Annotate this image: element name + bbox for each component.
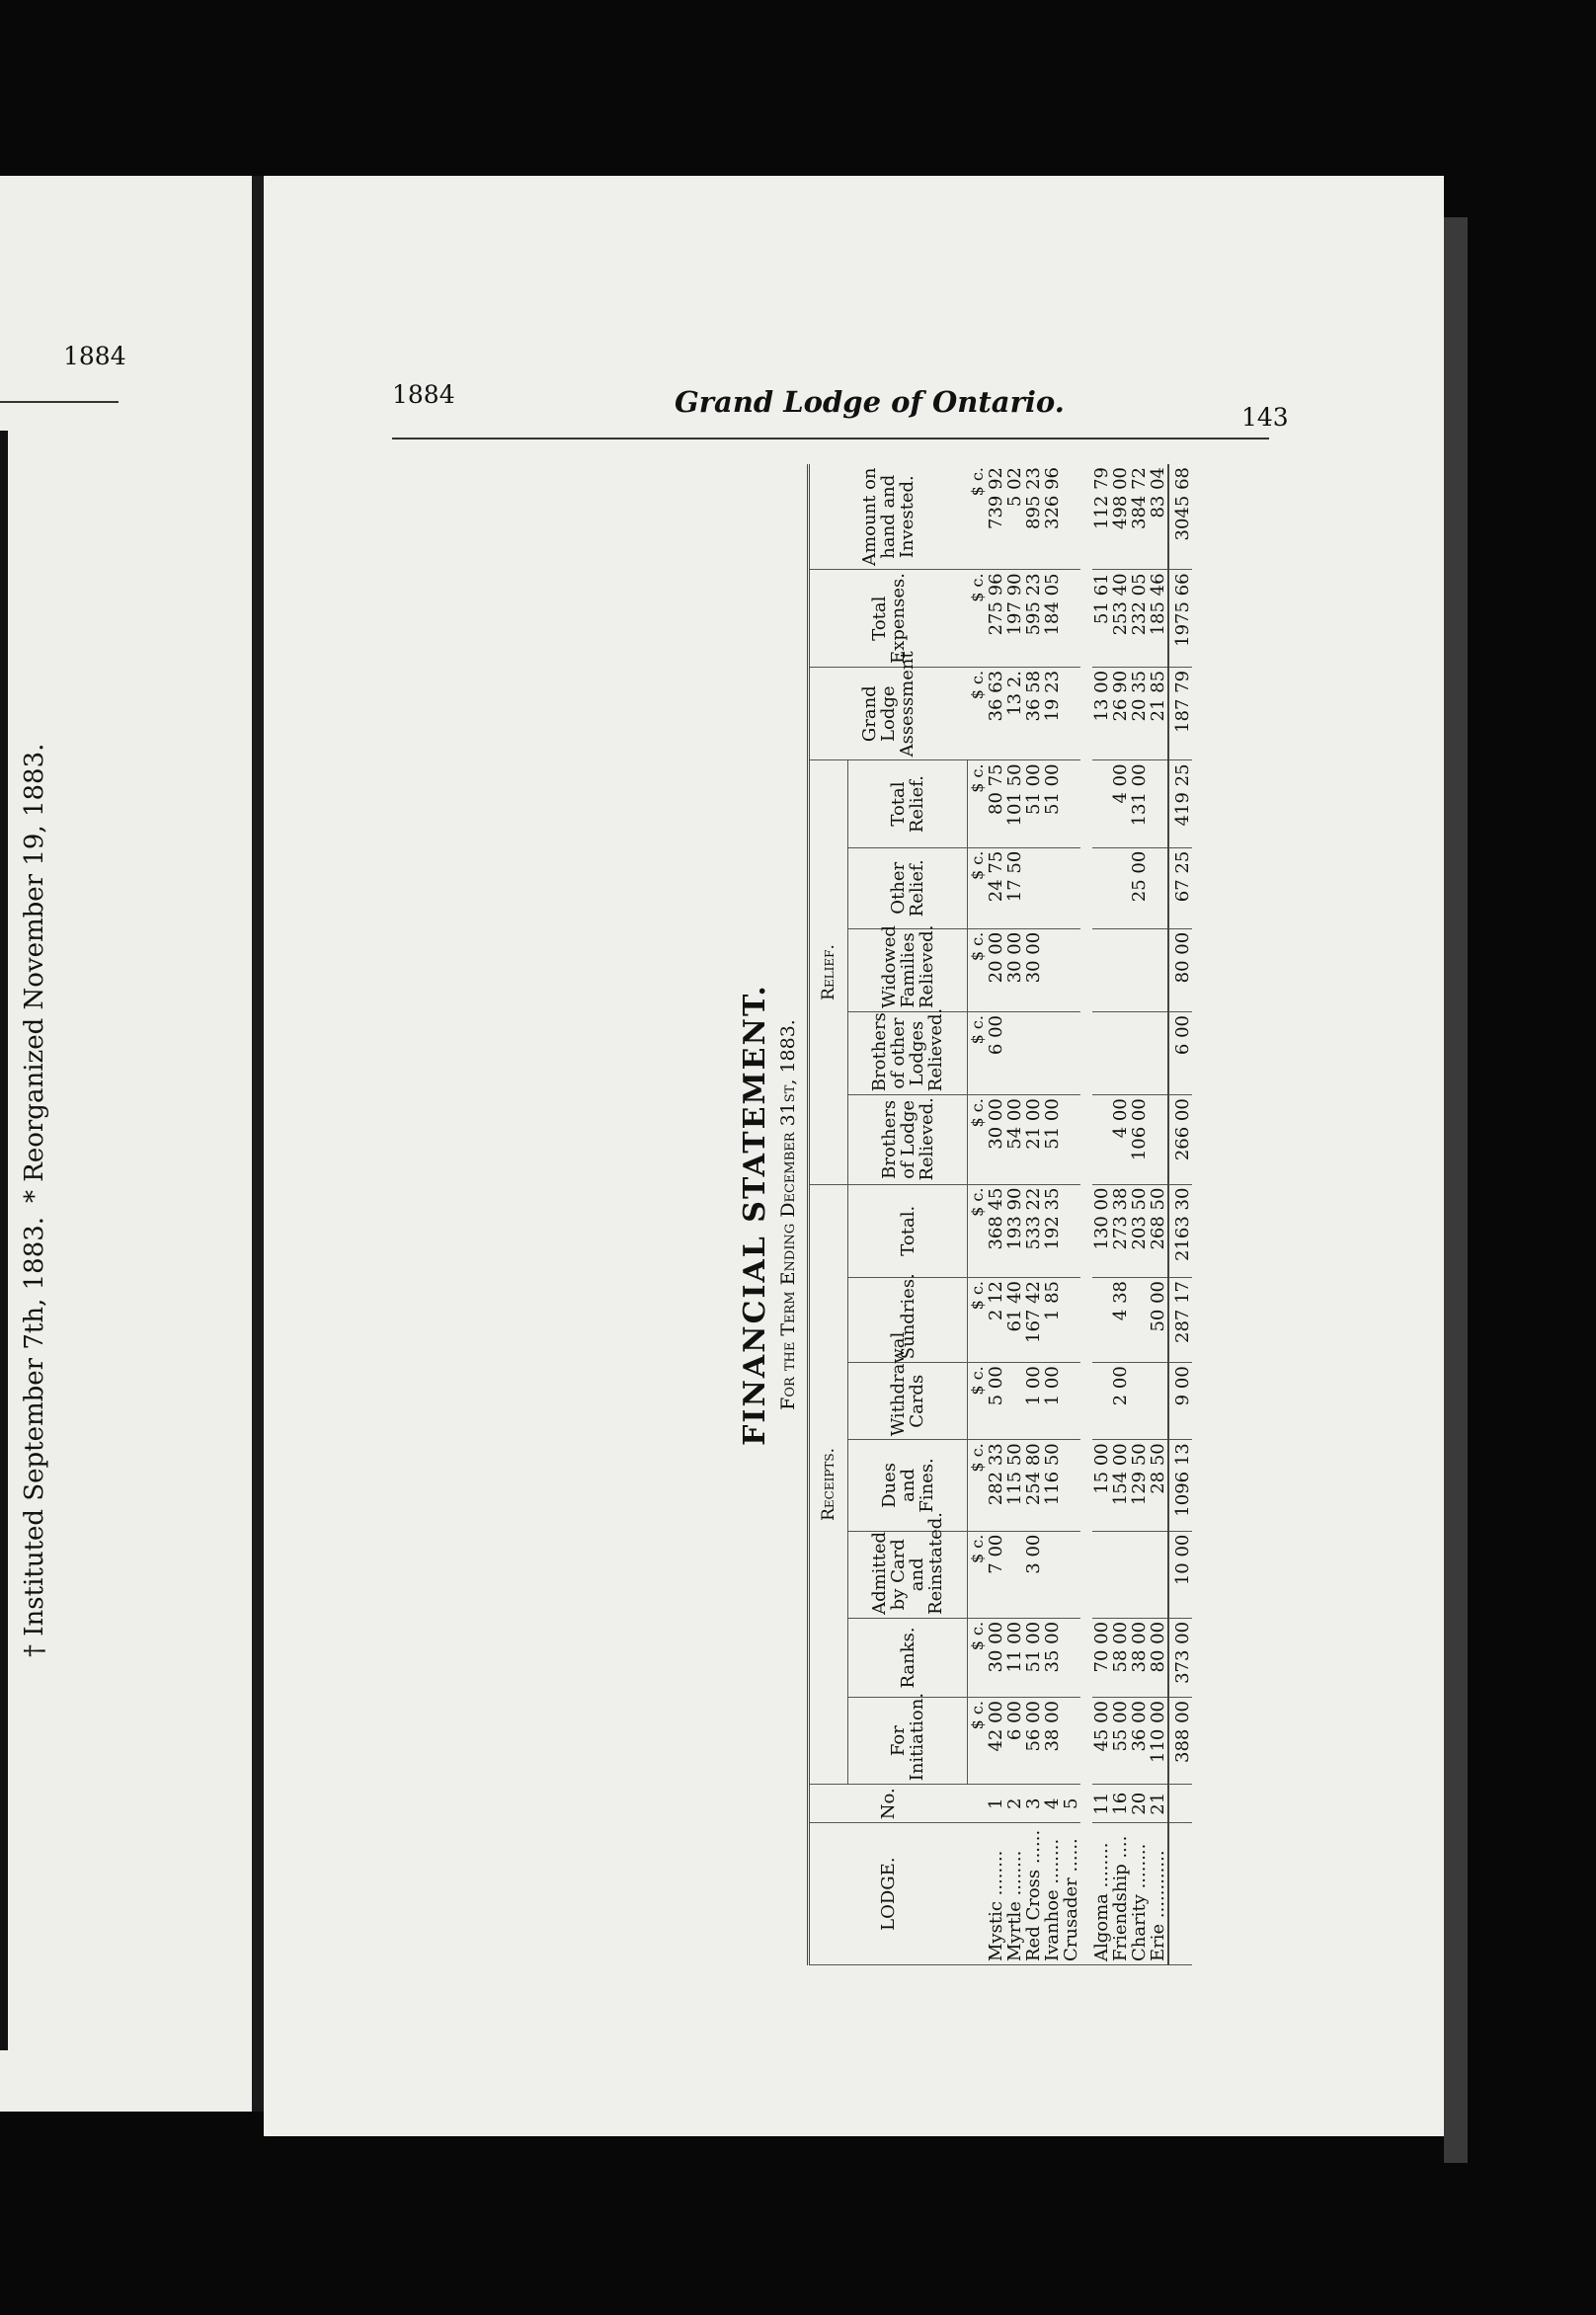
cell-total: 192 35 xyxy=(1043,1184,1062,1277)
cell-bro-lodge: 21 00 xyxy=(1024,1095,1043,1184)
footnote-reorganized: * Reorganized November 19, 1883. xyxy=(20,743,49,1203)
header-ranks: Ranks. xyxy=(848,1618,968,1697)
cell-total: 130 00 xyxy=(1092,1184,1111,1277)
cell-widowed xyxy=(1062,928,1080,1011)
cell-bro-lodge: 4 00 xyxy=(1111,1095,1130,1184)
running-head-title: Grand Lodge of Ontario. xyxy=(675,385,1065,419)
cell-sundries xyxy=(1130,1278,1149,1363)
header-total: Total. xyxy=(848,1184,968,1277)
cell-total: 203 50 xyxy=(1130,1184,1149,1277)
cell-bro-lodge xyxy=(1062,1095,1080,1184)
table-row xyxy=(1149,464,1168,1965)
unit-dollar: $ xyxy=(968,1640,987,1651)
table-row xyxy=(987,464,1005,1965)
header-withdrawal: Withdrawal Cards xyxy=(848,1363,968,1440)
total-withdrawal: 9 00 xyxy=(1168,1363,1192,1440)
header-dues: Dues and Fines. xyxy=(848,1440,968,1531)
cell-initiation: 42 00 xyxy=(987,1698,1005,1785)
cell-total-expenses: 253 40 xyxy=(1111,570,1130,668)
unit-cents: c. xyxy=(968,850,987,865)
cell-total-relief: 101 50 xyxy=(1005,760,1024,847)
cell-bro-lodge xyxy=(1149,1095,1168,1184)
unit-cents: c. xyxy=(968,1701,987,1716)
total-ranks: 373 00 xyxy=(1168,1618,1192,1697)
cell-total-relief: 80 75 xyxy=(987,760,1005,847)
cell-dues: 15 00 xyxy=(1092,1440,1111,1531)
cell-bro-lodge: 30 00 xyxy=(987,1095,1005,1184)
cell-withdrawal: 5 00 xyxy=(987,1363,1005,1440)
header-widowed: Widowed Families Relieved. xyxy=(848,928,968,1011)
unit-dollar: $ xyxy=(967,592,987,602)
cell-admitted xyxy=(1062,1531,1080,1618)
unit-cents: c. xyxy=(967,573,987,588)
cell-admitted xyxy=(1130,1531,1149,1618)
cell-no: 11 xyxy=(1092,1785,1111,1823)
unit-dollar: $ xyxy=(968,1300,987,1311)
header-brothers-lodge: Brothers of Lodge Relieved. xyxy=(848,1095,968,1184)
cell-no: 4 xyxy=(1043,1785,1062,1823)
totals-no-cell xyxy=(1168,1785,1192,1823)
units-cell xyxy=(968,847,988,928)
unit-dollar: $ xyxy=(968,1553,987,1563)
units-cell xyxy=(968,1095,988,1184)
unit-dollar: $ xyxy=(968,1719,987,1730)
cell-bro-other: 6 00 xyxy=(987,1012,1005,1095)
cell-sundries: 1 85 xyxy=(1043,1278,1062,1363)
cell-bro-other xyxy=(1043,1012,1062,1095)
cell-assessment: 20 35 xyxy=(1130,667,1149,759)
units-cell xyxy=(968,570,988,668)
cell-admitted xyxy=(1092,1531,1111,1618)
units-cell xyxy=(968,1184,988,1277)
cell-widowed xyxy=(1149,928,1168,1011)
header-amount-on-hand: Amount on hand and Invested. xyxy=(809,464,968,570)
cell-lodge: Crusader ...... xyxy=(1062,1823,1080,1965)
cell-bro-lodge: 106 00 xyxy=(1130,1095,1149,1184)
cell-initiation: 55 00 xyxy=(1111,1698,1130,1785)
total-other-relief: 67 25 xyxy=(1168,847,1192,928)
unit-cents: c. xyxy=(967,467,987,482)
financial-table xyxy=(807,464,1192,1965)
cell-total xyxy=(1062,1184,1080,1277)
cell-initiation: 56 00 xyxy=(1024,1698,1043,1785)
units-cell xyxy=(968,1618,988,1697)
cell-on-hand: 895 23 xyxy=(1024,464,1043,570)
cell-total-expenses: 197 90 xyxy=(1005,570,1024,668)
cell-ranks: 38 00 xyxy=(1130,1618,1149,1697)
cell-assessment: 36 63 xyxy=(987,667,1005,759)
header-group-receipts: Receipts. xyxy=(809,1184,848,1785)
unit-dollar: $ xyxy=(968,1206,987,1217)
cell-on-hand: 5 02 xyxy=(1005,464,1024,570)
cell-on-hand: 739 92 xyxy=(987,464,1005,570)
unit-dollar: $ xyxy=(968,1385,987,1396)
cell-no: 21 xyxy=(1149,1785,1168,1823)
cell-total-relief xyxy=(1149,760,1168,847)
table-row xyxy=(1005,464,1024,1965)
cell-bro-other xyxy=(1092,1012,1111,1095)
cell-assessment: 13 00 xyxy=(1092,667,1111,759)
cell-ranks: 80 00 xyxy=(1149,1618,1168,1697)
cell-on-hand: 326 96 xyxy=(1043,464,1062,570)
cell-total-expenses: 595 23 xyxy=(1024,570,1043,668)
cell-widowed xyxy=(1043,928,1062,1011)
total-on-hand: 3045 68 xyxy=(1168,464,1192,570)
unit-dollar: $ xyxy=(968,869,987,881)
cell-on-hand: 83 04 xyxy=(1149,464,1168,570)
cell-withdrawal xyxy=(1062,1363,1080,1440)
cell-assessment: 13 2. xyxy=(1005,667,1024,759)
unit-cents: c. xyxy=(968,1366,987,1381)
page-number: 143 xyxy=(1241,403,1289,432)
cell-withdrawal: 1 00 xyxy=(1024,1363,1043,1440)
cell-on-hand: 498 00 xyxy=(1111,464,1130,570)
units-cell xyxy=(968,1785,988,1823)
cell-bro-other xyxy=(1005,1012,1024,1095)
cell-assessment: 19 23 xyxy=(1043,667,1062,759)
cell-total-relief xyxy=(1062,760,1080,847)
header-no: No. xyxy=(809,1785,968,1823)
cell-on-hand xyxy=(1062,464,1080,570)
units-cell xyxy=(968,1278,988,1363)
cell-sundries xyxy=(1092,1278,1111,1363)
cell-withdrawal xyxy=(1092,1363,1111,1440)
cell-total-expenses: 232 05 xyxy=(1130,570,1149,668)
cell-assessment: 21 85 xyxy=(1149,667,1168,759)
cell-on-hand: 384 72 xyxy=(1130,464,1149,570)
header-initiation: For Initiation. xyxy=(848,1698,968,1785)
cell-admitted: 3 00 xyxy=(1024,1531,1043,1618)
units-cell xyxy=(968,1012,988,1095)
cell-bro-other xyxy=(1149,1012,1168,1095)
cell-on-hand: 112 79 xyxy=(1092,464,1111,570)
cell-ranks xyxy=(1062,1618,1080,1697)
cell-bro-other xyxy=(1024,1012,1043,1095)
cell-admitted xyxy=(1111,1531,1130,1618)
cell-initiation: 38 00 xyxy=(1043,1698,1062,1785)
cell-initiation xyxy=(1062,1698,1080,1785)
cell-widowed xyxy=(1111,928,1130,1011)
page-edge-shadow xyxy=(1444,217,1468,2163)
cell-initiation: 6 00 xyxy=(1005,1698,1024,1785)
cell-admitted xyxy=(1043,1531,1062,1618)
cell-lodge: Red Cross ...... xyxy=(1024,1823,1043,1965)
table-row xyxy=(1024,464,1043,1965)
statement-title: FINANCIAL STATEMENT. xyxy=(738,984,772,1446)
cell-widowed xyxy=(1130,928,1149,1011)
financial-table-body xyxy=(968,464,1169,1965)
left-page-year: 1884 xyxy=(63,342,126,370)
cell-no: 3 xyxy=(1024,1785,1043,1823)
cell-no: 20 xyxy=(1130,1785,1149,1823)
cell-ranks: 35 00 xyxy=(1043,1618,1062,1697)
cell-sundries xyxy=(1062,1278,1080,1363)
cell-total-relief: 51 00 xyxy=(1043,760,1062,847)
totals-label-cell xyxy=(1168,1823,1192,1965)
units-cell xyxy=(968,1698,988,1785)
cell-other-relief xyxy=(1111,847,1130,928)
total-assessment: 187 79 xyxy=(1168,667,1192,759)
units-cell xyxy=(968,1823,988,1965)
table-row xyxy=(1062,464,1080,1965)
header-admitted: Admitted by Card and Reinstated. xyxy=(848,1531,968,1618)
cell-admitted: 7 00 xyxy=(987,1531,1005,1618)
total-widowed: 80 00 xyxy=(1168,928,1192,1011)
table-row xyxy=(1043,464,1062,1965)
units-cell xyxy=(968,464,988,570)
cell-bro-other xyxy=(1062,1012,1080,1095)
cell-ranks: 58 00 xyxy=(1111,1618,1130,1697)
total-bro-other: 6 00 xyxy=(1168,1012,1192,1095)
cell-dues: 28 50 xyxy=(1149,1440,1168,1531)
units-cell xyxy=(968,1531,988,1618)
unit-dollar: $ xyxy=(968,1462,987,1473)
cell-no: 16 xyxy=(1111,1785,1130,1823)
cell-total: 368 45 xyxy=(987,1184,1005,1277)
footnote-instituted: † Instituted September 7th, 1883. xyxy=(20,1216,49,1657)
cell-bro-lodge: 51 00 xyxy=(1043,1095,1062,1184)
left-page-edge xyxy=(0,431,8,2050)
cell-bro-other xyxy=(1111,1012,1130,1095)
right-page xyxy=(264,176,1444,2136)
cell-ranks: 11 00 xyxy=(1005,1618,1024,1697)
unit-cents: c. xyxy=(968,1534,987,1549)
unit-cents: c. xyxy=(968,1187,987,1202)
cell-total-expenses: 185 46 xyxy=(1149,570,1168,668)
table-row xyxy=(1111,464,1130,1965)
cell-bro-other xyxy=(1130,1012,1149,1095)
cell-widowed: 30 00 xyxy=(1024,928,1043,1011)
cell-other-relief xyxy=(1024,847,1043,928)
total-bro-lodge: 266 00 xyxy=(1168,1095,1192,1184)
cell-total: 273 38 xyxy=(1111,1184,1130,1277)
cell-withdrawal xyxy=(1130,1363,1149,1440)
cell-dues: 282 33 xyxy=(987,1440,1005,1531)
cell-lodge: Myrtle ........ xyxy=(1005,1823,1024,1965)
totals-row xyxy=(1168,464,1192,1965)
cell-widowed: 20 00 xyxy=(987,928,1005,1011)
financial-statement xyxy=(736,454,1368,1975)
cell-withdrawal xyxy=(1149,1363,1168,1440)
cell-ranks: 51 00 xyxy=(1024,1618,1043,1697)
cell-total-relief: 4 00 xyxy=(1111,760,1130,847)
total-total-relief: 419 25 xyxy=(1168,760,1192,847)
cell-lodge: Ivanhoe ........ xyxy=(1043,1823,1062,1965)
unit-dollar: $ xyxy=(968,1117,987,1128)
total-initiation: 388 00 xyxy=(1168,1698,1192,1785)
cell-other-relief: 17 50 xyxy=(1005,847,1024,928)
cell-widowed: 30 00 xyxy=(1005,928,1024,1011)
cell-withdrawal: 2 00 xyxy=(1111,1363,1130,1440)
cell-dues: 254 80 xyxy=(1024,1440,1043,1531)
cell-widowed xyxy=(1092,928,1111,1011)
cell-other-relief: 24 75 xyxy=(987,847,1005,928)
running-head-year: 1884 xyxy=(392,380,455,409)
cell-sundries: 50 00 xyxy=(1149,1278,1168,1363)
total-total-expenses: 1975 66 xyxy=(1168,570,1192,668)
cell-total-relief: 51 00 xyxy=(1024,760,1043,847)
unit-dollar: $ xyxy=(968,782,987,793)
cell-dues: 129 50 xyxy=(1130,1440,1149,1531)
table-row xyxy=(1130,464,1149,1965)
total-sundries: 287 17 xyxy=(1168,1278,1192,1363)
cell-lodge: Friendship .... xyxy=(1111,1823,1130,1965)
cell-ranks: 70 00 xyxy=(1092,1618,1111,1697)
cell-total-expenses: 275 96 xyxy=(987,570,1005,668)
cell-initiation: 36 00 xyxy=(1130,1698,1149,1785)
header-sundries: Sundries. xyxy=(848,1278,968,1363)
cell-other-relief xyxy=(1043,847,1062,928)
cell-other-relief xyxy=(1062,847,1080,928)
cell-withdrawal: 1 00 xyxy=(1043,1363,1062,1440)
header-other-relief: Other Relief. xyxy=(848,847,968,928)
unit-cents: c. xyxy=(968,1098,987,1113)
unit-dollar: $ xyxy=(968,950,987,962)
cell-dues xyxy=(1062,1440,1080,1531)
unit-dollar: $ xyxy=(967,689,987,700)
cell-dues: 154 00 xyxy=(1111,1440,1130,1531)
cell-other-relief xyxy=(1092,847,1111,928)
unit-cents: c. xyxy=(967,670,987,685)
cell-lodge: Mystic ........ xyxy=(987,1823,1005,1965)
statement-subtitle: For the Term Ending December 31st, 1883. xyxy=(777,1019,799,1410)
units-cell xyxy=(968,760,988,847)
unit-cents: c. xyxy=(968,1281,987,1296)
cell-withdrawal xyxy=(1005,1363,1024,1440)
total-total: 2163 30 xyxy=(1168,1184,1192,1277)
unit-cents: c. xyxy=(968,763,987,778)
unit-dollar: $ xyxy=(968,1034,987,1045)
cell-no: 1 xyxy=(987,1785,1005,1823)
units-cell xyxy=(968,1363,988,1440)
cell-dues: 116 50 xyxy=(1043,1440,1062,1531)
header-brothers-other: Brothers of other Lodges Relieved. xyxy=(848,1012,968,1095)
cell-no: 2 xyxy=(1005,1785,1024,1823)
cell-sundries: 4 38 xyxy=(1111,1278,1130,1363)
table-row xyxy=(1092,464,1111,1965)
cell-lodge: Algoma ........ xyxy=(1092,1823,1111,1965)
cell-initiation: 45 00 xyxy=(1092,1698,1111,1785)
cell-lodge: Erie ............ xyxy=(1149,1823,1168,1965)
cell-total-expenses: 51 61 xyxy=(1092,570,1111,668)
cell-other-relief: 25 00 xyxy=(1130,847,1149,928)
cell-sundries: 61 40 xyxy=(1005,1278,1024,1363)
total-dues: 1096 13 xyxy=(1168,1440,1192,1531)
units-cell xyxy=(968,667,988,759)
unit-cents: c. xyxy=(968,1443,987,1458)
unit-cents: c. xyxy=(968,1621,987,1636)
book-gutter xyxy=(252,176,264,2112)
cell-total: 193 90 xyxy=(1005,1184,1024,1277)
cell-dues: 115 50 xyxy=(1005,1440,1024,1531)
cell-lodge: Charity ........ xyxy=(1130,1823,1149,1965)
cell-bro-lodge: 54 00 xyxy=(1005,1095,1024,1184)
header-assessment: Grand Lodge Assessment xyxy=(809,667,968,759)
cell-other-relief xyxy=(1149,847,1168,928)
total-admitted: 10 00 xyxy=(1168,1531,1192,1618)
unit-cents: c. xyxy=(968,1015,987,1030)
cell-total-expenses xyxy=(1062,570,1080,668)
cell-sundries: 167 42 xyxy=(1024,1278,1043,1363)
header-rule xyxy=(392,438,1269,439)
unit-cents: c. xyxy=(968,931,987,946)
header-group-relief: Relief. xyxy=(809,760,848,1184)
left-page-rule xyxy=(0,401,119,403)
cell-no: 5 xyxy=(1062,1785,1080,1823)
header-total-expenses: Total Expenses. xyxy=(809,570,968,668)
cell-admitted xyxy=(1149,1531,1168,1618)
cell-initiation: 110 00 xyxy=(1149,1698,1168,1785)
cell-ranks: 30 00 xyxy=(987,1618,1005,1697)
cell-total-relief xyxy=(1092,760,1111,847)
cell-total-expenses: 184 05 xyxy=(1043,570,1062,668)
cell-total-relief: 131 00 xyxy=(1130,760,1149,847)
cell-total: 533 22 xyxy=(1024,1184,1043,1277)
cell-bro-lodge xyxy=(1092,1095,1111,1184)
left-page xyxy=(0,176,252,2112)
cell-sundries: 2 12 xyxy=(987,1278,1005,1363)
header-total-relief: Total Relief. xyxy=(848,760,968,847)
header-lodge: LODGE. xyxy=(809,1823,968,1965)
units-row xyxy=(968,464,988,1965)
cell-total: 268 50 xyxy=(1149,1184,1168,1277)
unit-dollar: $ xyxy=(967,486,987,497)
units-cell xyxy=(968,1440,988,1531)
cell-assessment xyxy=(1062,667,1080,759)
cell-assessment: 26 90 xyxy=(1111,667,1130,759)
cell-assessment: 36 58 xyxy=(1024,667,1043,759)
cell-admitted xyxy=(1005,1531,1024,1618)
units-cell xyxy=(968,928,988,1011)
